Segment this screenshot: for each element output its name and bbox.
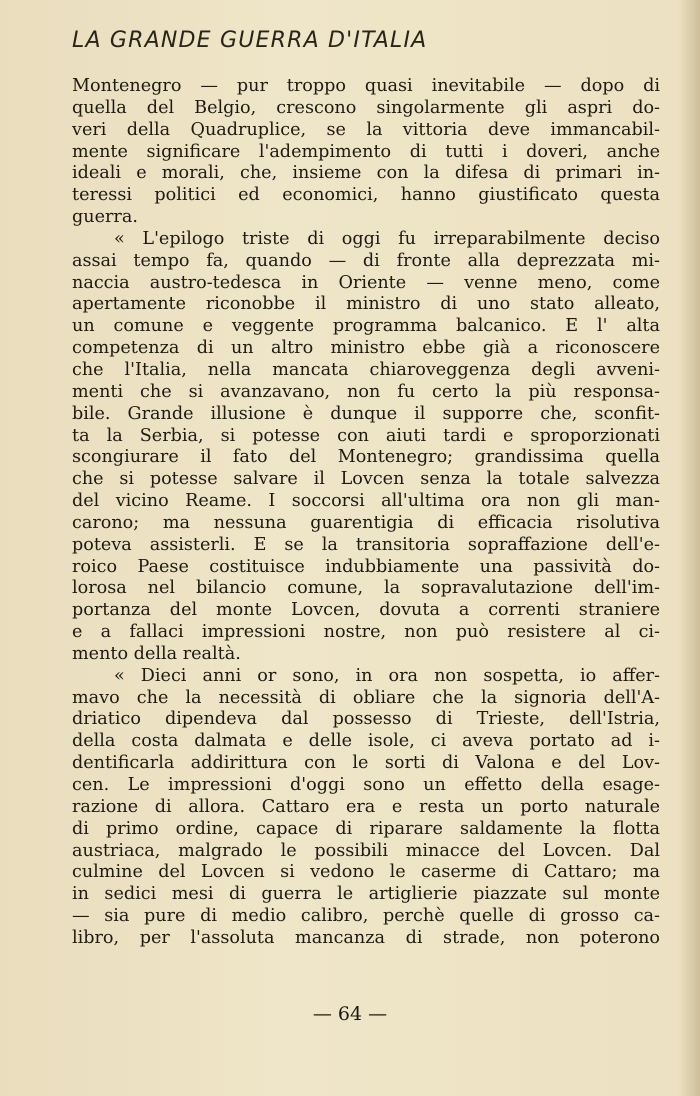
text-line: lorosa nel bilancio comune, la sopravalutazione dell'im- [72,578,660,599]
text-line: assai tempo fa, quando — di fronte alla deprezzata mi- [72,250,660,271]
text-line: cen. Le impressioni d'oggi sono un effetto della esage- [72,775,660,795]
text-line: razione di allora. Cattaro era e resta un porto naturale [72,796,660,817]
text-line: « Dieci anni or sono, in ora non sospetta, io affer- [114,665,660,686]
text-line: quella del Belgio, crescono singolarmente gli aspri do- [72,97,660,118]
text-line: scongiurare il fato del Montenegro; grandissima quella [72,447,660,468]
text-line: roico Paese costituisce indubbiamente una passività do- [72,556,660,577]
text-line: Montenegro — pur troppo quasi inevitabile — dopo di [72,76,660,96]
text-line: menti che si avanzavano, non fu certo la più responsa- [72,381,660,402]
text-line: veri della Quadruplice, se la vittoria deve immancabil- [72,119,660,140]
text-line: culmine del Lovcen si vedono le caserme di Cattaro; ma [72,862,660,883]
text-line: dentificarla addirittura con le sorti di Valona e del Lov- [72,753,660,774]
text-line: in sedici mesi di guerra le artiglierie piazzate sul monte [72,884,660,905]
running-head: LA GRANDE GUERRA D'ITALIA [72,28,428,53]
text-line: driatico dipendeva dal possesso di Trieste, dell'Istria, [72,709,660,730]
text-line: carono; ma nessuna guarentigia di efficacia risolutiva [72,512,660,533]
page-gutter-shadow [678,0,700,1096]
text-line: teressi politici ed economici, hanno giustificato questa [72,185,660,206]
text-line: mavo che la necessità di obliare che la signoria dell'A- [72,687,660,708]
text-line: un comune e veggente programma balcanico. E l' alta [72,316,660,337]
text-line: mente significare l'adempimento di tutti i doveri, anche [72,141,660,162]
text-line: competenza di un altro ministro ebbe già a riconoscere [72,338,660,359]
body-text [72,76,660,950]
text-line: portanza del monte Lovcen, dovuta a correnti straniere [72,600,660,621]
page-number: — 64 — [312,1003,388,1025]
text-line: del vicino Reame. I soccorsi all'ultima ora non gli man- [72,491,660,512]
text-line: — sia pure di medio calibro, perchè quelle di grosso ca- [72,906,660,927]
text-line: guerra. [72,207,138,228]
text-line: « L'epilogo triste di oggi fu irreparabilmente deciso [114,228,660,249]
text-line: naccia austro-tedesca in Oriente — venne meno, come [72,272,660,293]
text-line: della costa dalmata e delle isole, ci aveva portato ad i- [72,731,660,752]
text-line: poteva assisterli. E se la transitoria sopraffazione dell'e- [72,534,660,555]
text-line: mento della realtà. [72,643,241,664]
text-line: bile. Grande illusione è dunque il supporre che, sconfit- [72,403,660,424]
text-line: che si potesse salvare il Lovcen senza la totale salvezza [72,469,660,490]
text-line: che l'Italia, nella mancata chiaroveggenza degli avveni- [72,359,660,380]
text-line: ideali e morali, che, insieme con la difesa di primari in- [72,163,660,184]
text-line: e a fallaci impressioni nostre, non può resistere al ci- [72,622,660,643]
text-line: di primo ordine, capace di riparare saldamente la flotta [72,818,660,839]
text-line: ta la Serbia, si potesse con aiuti tardi e sproporzionati [72,425,660,446]
text-line: apertamente riconobbe il ministro di uno stato alleato, [72,294,660,315]
text-line: libro, per l'assoluta mancanza di strade, non poterono [72,927,660,948]
text-line: austriaca, malgrado le possibili minacce del Lovcen. Dal [72,840,660,861]
